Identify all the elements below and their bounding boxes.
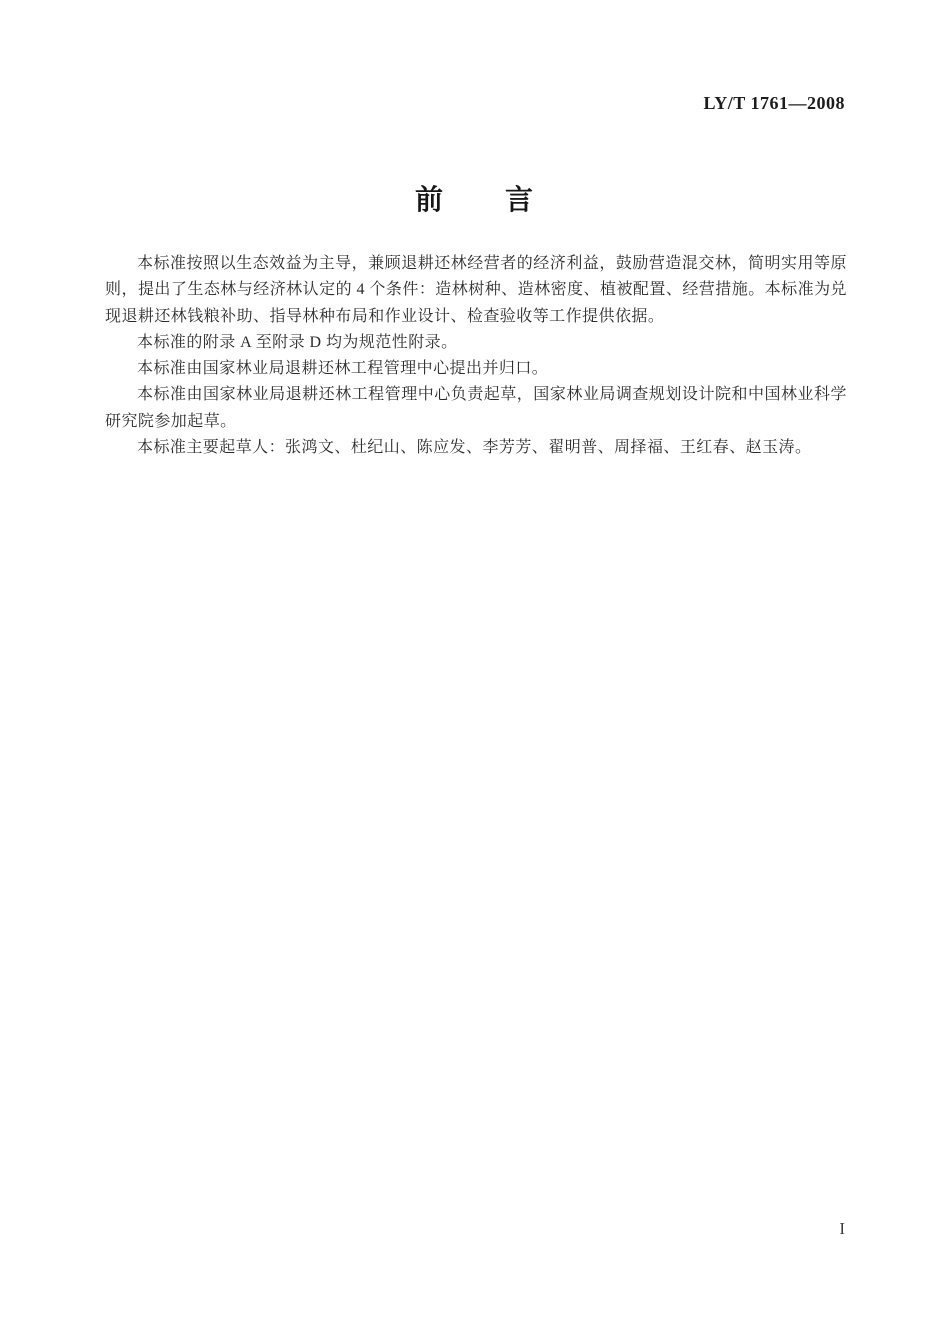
standard-code: LY/T 1761—2008 [703,93,845,113]
paragraph-drafters: 本标准主要起草人：张鸿文、杜纪山、陈应发、李芳芳、翟明普、周择福、王红春、赵玉涛。 [137,439,812,457]
paragraph-drafting-organizations: 本标准由国家林业局退耕还林工程管理中心负责起草，国家林业局调查规划设计院和中国林业科学研究院参加起草。 [105,386,847,430]
paragraph-scope-purpose: 本标准按照以生态效益为主导，兼顾退耕还林经营者的经济利益，鼓励营造混交林，简明实用等原则，提出了生态林与经济林认定的 4 个条件：造林树种、造林密度、植被配置、经营措施。本标准为兑现退耕还林钱粮补助、指导林种布局和作业设计、检查验收等工作提供依据。 [105,255,847,325]
foreword-title: 前 言 [414,185,535,216]
paragraph-proposed-by: 本标准由国家林业局退耕还林工程管理中心提出并归口。 [137,360,549,378]
foreword-body [105,251,847,461]
page-number: I [839,1219,845,1238]
paragraph-annexes: 本标准的附录 A 至附录 D 均为规范性附录。 [137,333,458,351]
